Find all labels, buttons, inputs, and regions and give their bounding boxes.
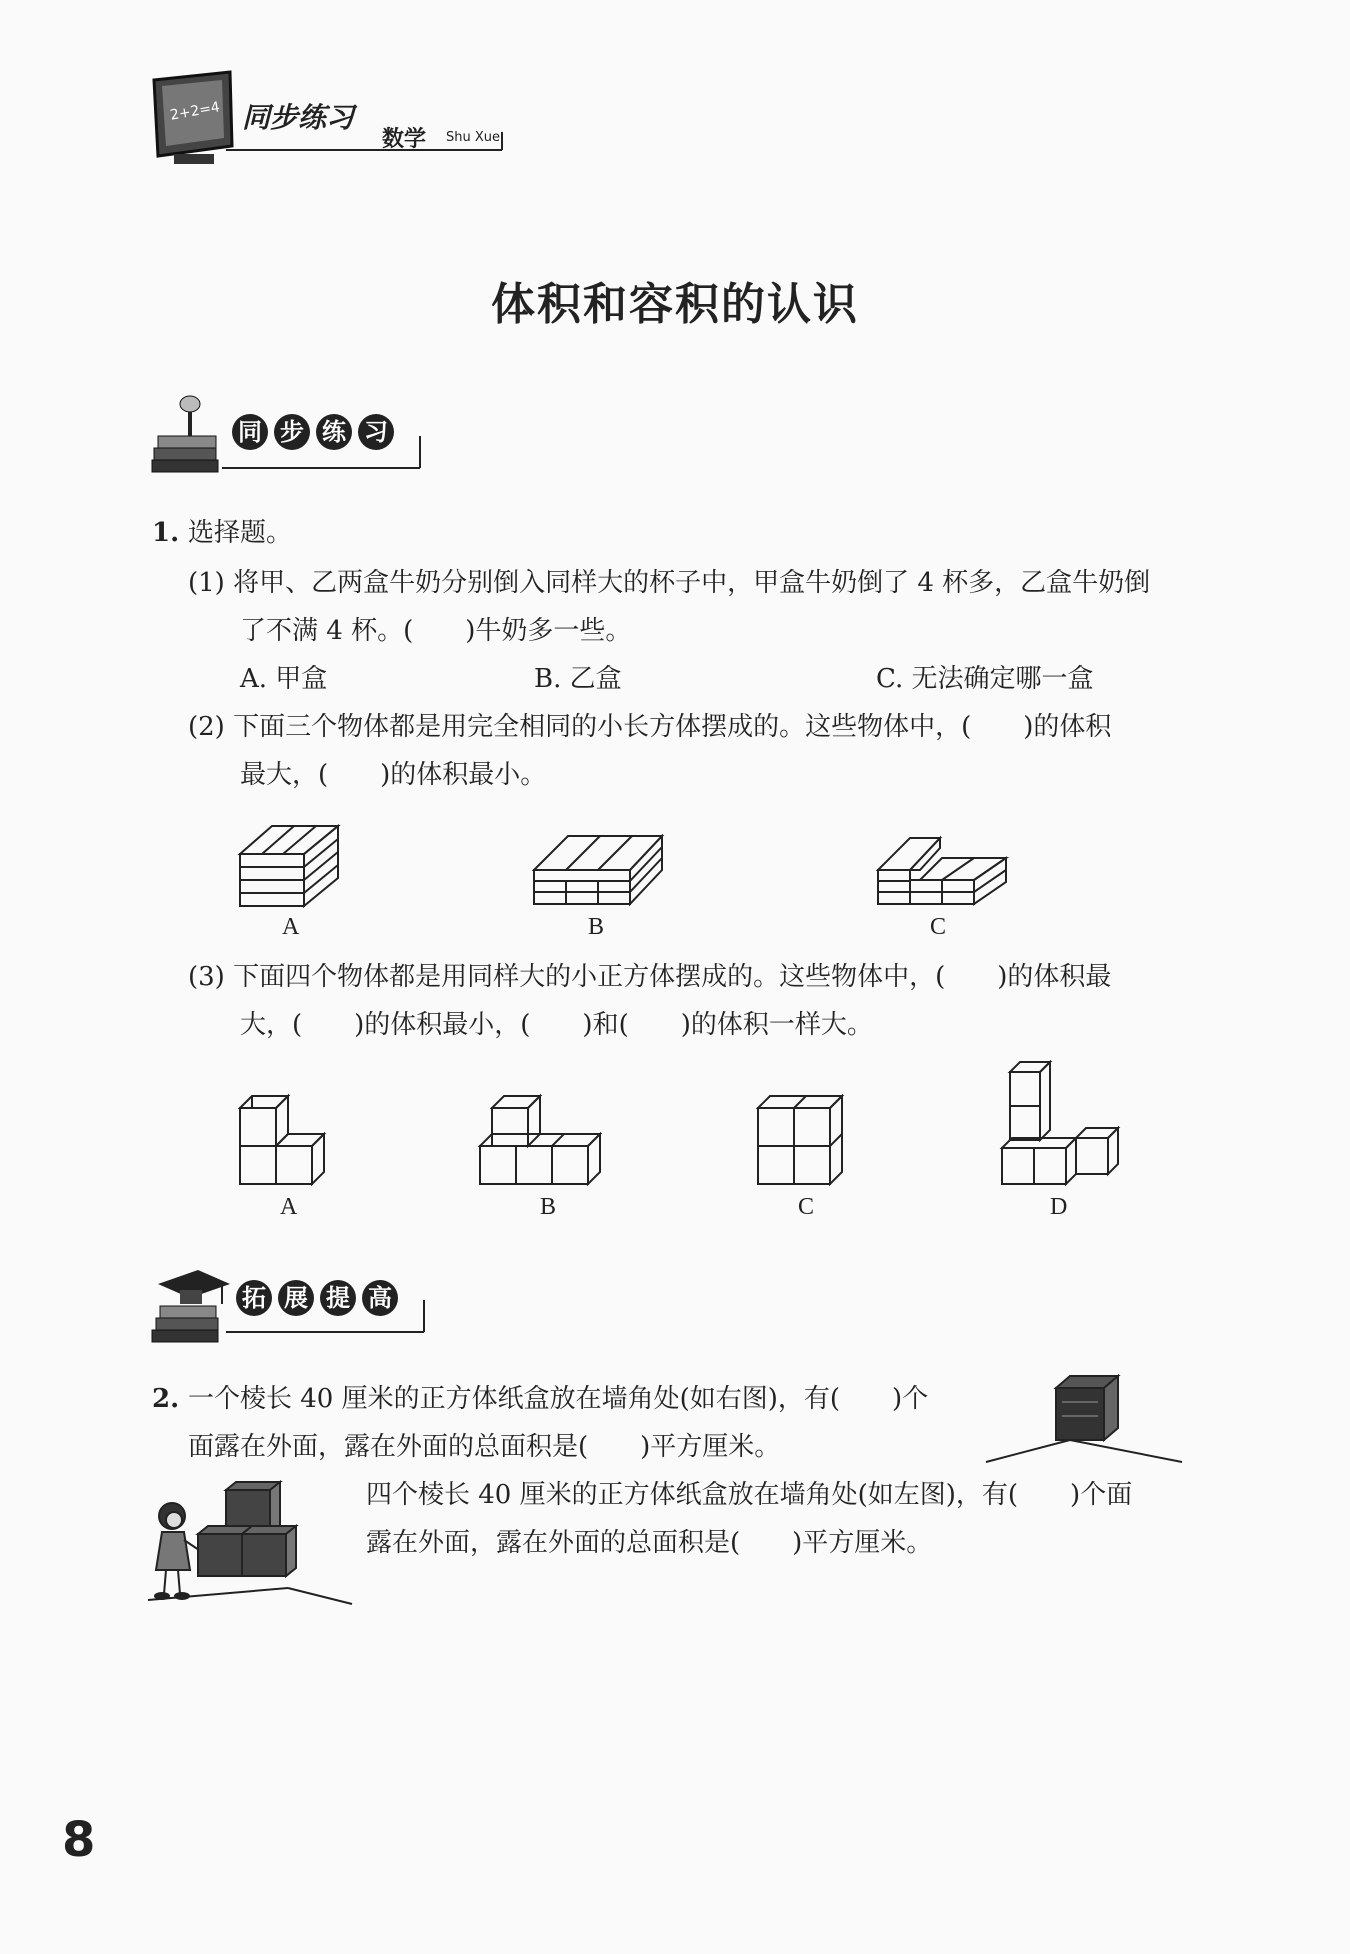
q1-part3-line2: 大，( )的体积最小，( )和( )的体积一样大。 <box>240 1010 873 1040</box>
cuboid-stack-a <box>238 824 344 908</box>
question-2-line4: 露在外面，露在外面的总面积是( )平方厘米。 <box>366 1528 933 1558</box>
section-char: 练 <box>316 414 352 450</box>
books-lamp-icon <box>150 392 230 476</box>
question-2-line3: 四个棱长 40 厘米的正方体纸盒放在墙角处(如左图)，有( )个面 <box>366 1480 1133 1510</box>
cube-figure-a <box>238 1082 342 1186</box>
figure-label: C <box>930 914 947 940</box>
figure-label: B <box>588 914 605 940</box>
q1-part1-option-b: B. 乙盒 <box>534 664 622 694</box>
cuboid-stack-c <box>876 836 1010 906</box>
q1-part2-line2: 最大，( )的体积最小。 <box>240 760 547 790</box>
page-number: 8 <box>62 1812 96 1868</box>
q1-part1-option-c: C. 无法确定哪一盒 <box>876 664 1094 694</box>
q1-part1-line2: 了不满 4 杯。( )牛奶多一些。 <box>240 616 632 646</box>
section-underline <box>222 432 422 472</box>
section-char: 提 <box>320 1280 356 1316</box>
q1-part1-option-a: A. 甲盒 <box>240 664 328 694</box>
page-title: 体积和容积的认识 <box>491 279 859 330</box>
cube-figure-c <box>756 1082 860 1186</box>
series-name: 同步练习 <box>242 101 355 134</box>
section-underline <box>226 1296 426 1336</box>
single-box-corner-figure <box>986 1372 1186 1464</box>
question-1-number: 1. <box>152 518 180 548</box>
question-2-line1: 一个棱长 40 厘米的正方体纸盒放在墙角处(如右图)，有( )个 <box>188 1384 929 1414</box>
q1-part3-line1: (3) 下面四个物体都是用同样大的小正方体摆成的。这些物体中，( )的体积最 <box>188 962 1112 992</box>
question-2-number: 2. <box>152 1384 180 1414</box>
cuboid-stack-b <box>532 834 666 906</box>
cube-figure-d <box>1000 1058 1124 1188</box>
section-char: 展 <box>278 1280 314 1316</box>
figure-label: A <box>280 1194 298 1220</box>
girl-and-boxes-figure <box>148 1470 354 1606</box>
q1-part1-line1: (1) 将甲、乙两盒牛奶分别倒入同样大的杯子中，甲盒牛奶倒了 4 杯多，乙盒牛奶倒 <box>188 568 1151 598</box>
blackboard-icon <box>148 72 238 168</box>
section-char: 拓 <box>236 1280 272 1316</box>
subject-pinyin: Shu Xue <box>446 130 501 145</box>
books-graduation-cap-icon <box>150 1262 232 1344</box>
figure-label: B <box>540 1194 557 1220</box>
section-char: 高 <box>362 1280 398 1316</box>
figure-label: A <box>282 914 300 940</box>
section-char: 习 <box>358 414 394 450</box>
figure-label: D <box>1050 1194 1068 1220</box>
subject-name: 数学 <box>382 127 427 152</box>
section-char: 同 <box>232 414 268 450</box>
section-char: 步 <box>274 414 310 450</box>
figure-label: C <box>798 1194 815 1220</box>
question-1-stem: 选择题。 <box>188 518 293 548</box>
question-2-line2: 面露在外面，露在外面的总面积是( )平方厘米。 <box>188 1432 781 1462</box>
board-text: 2+2=4 <box>168 99 222 124</box>
cube-figure-b <box>478 1082 622 1186</box>
q1-part2-line1: (2) 下面三个物体都是用完全相同的小长方体摆成的。这些物体中，( )的体积 <box>188 712 1112 742</box>
